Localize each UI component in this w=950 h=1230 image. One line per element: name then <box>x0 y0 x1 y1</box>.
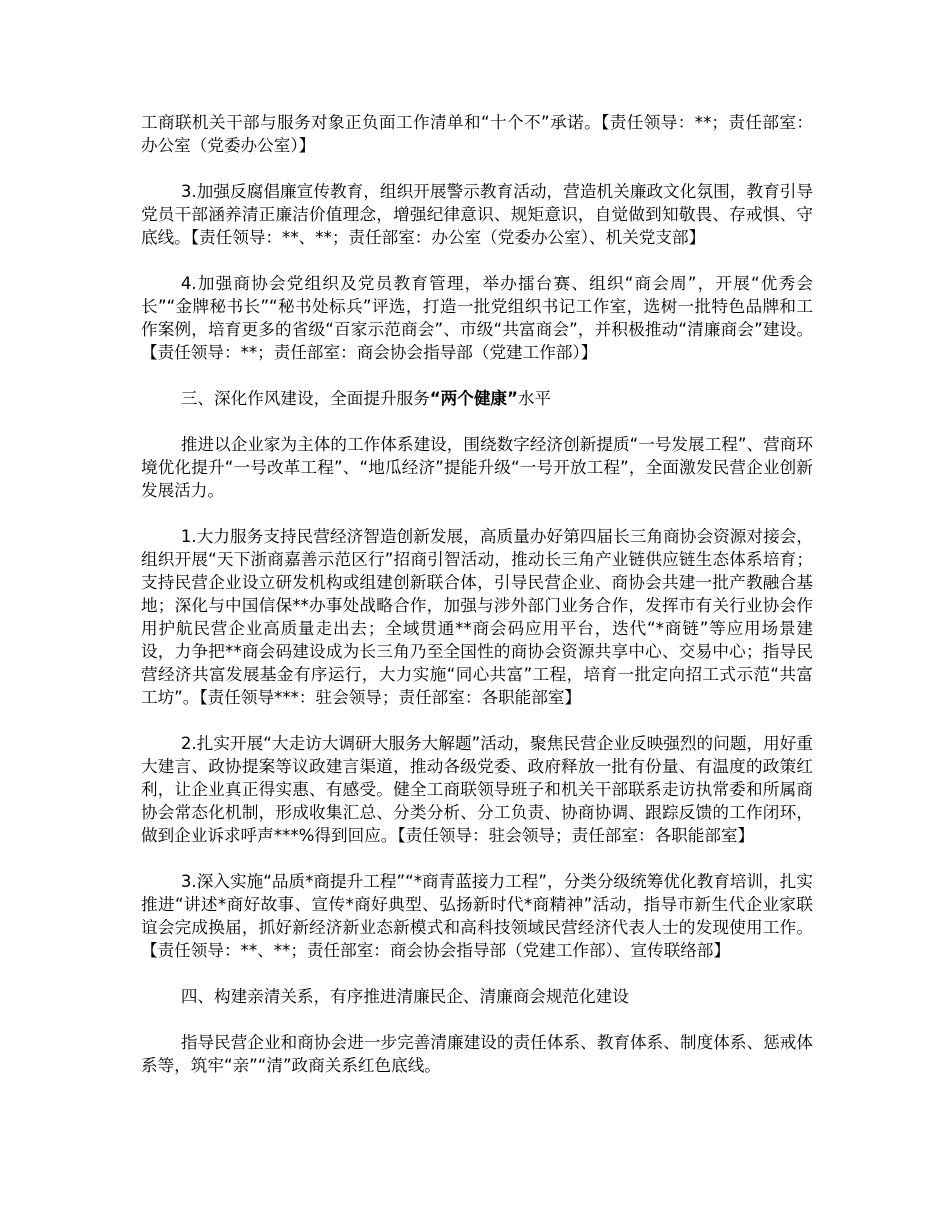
document-page <box>141 111 813 1100</box>
section-4-intro-paragraph: 指导民营企业和商协会进一步完善清廉建设的责任体系、教育体系、制度体系、惩戒体系等，筑牢“亲”“清”政商关系红色底线。 <box>141 1033 813 1075</box>
continuation-paragraph: 工商联机关干部与服务对象正负面工作清单和“十个不”承诺。【责任领导：**；责任部室：办公室（党委办公室）】 <box>141 113 813 155</box>
item-3-anticorruption-paragraph: 3.加强反腐倡廉宣传教育，组织开展警示教育活动，营造机关廉政文化氛围，教育引导党员干部涵养清正廉洁价值理念，增强纪律意识、规矩意识，自觉做到知敬畏、存戒惧、守底线。【责任领导：**、**；责任部室：办公室（党委办公室）、机关党支部】 <box>141 182 813 247</box>
section-4-heading: 四、构建亲清关系，有序推进清廉民企、清廉商会规范化建设 <box>180 987 629 1006</box>
section-3-intro-paragraph: 推进以企业家为主体的工作体系建设，围绕数字经济创新提质“一号发展工程”、营商环境优化提升“一号改革工程”、“地瓜经济”提能升级“一号开放工程”，全面激发民营企业创新发展活力。 <box>141 435 813 500</box>
item-4-chamber-party-paragraph: 4.加强商协会党组织及党员教育管理，举办擂台赛、组织“商会周”，开展“优秀会长”“金牌秘书长”“秘书处标兵”评选，打造一批党组织书记工作室，选树一批特色品牌和工作案例，培育更多的省级“百家示范商会”、市级“共富商会”，并积极推动“清廉商会”建设。【责任领导：**；责任部室：商会协会指导部（党建工作部）】 <box>141 274 813 362</box>
section-3-heading-prefix: 三、深化作风建设，全面提升服务 <box>180 389 430 408</box>
section-3-item-3-paragraph: 3.深入实施“品质*商提升工程”“*商青蓝接力工程”，分类分级统筹优化教育培训，扎实推进“讲述*商好故事、宣传*商好典型、弘扬新时代*商精神”活动，指导市新生代企业家联谊会完成换届，抓好新经济新业态新模式和高科技领域民营经济代表人士的发现使用工作。【责任领导：**、**；责任部室：商会协会指导部（党建工作部）、宣传联络部】 <box>141 872 813 960</box>
section-3-item-1-paragraph: 1.大力服务支持民营经济智造创新发展，高质量办好第四届长三角商协会资源对接会，组织开展“天下浙商嘉善示范区行”招商引智活动，推动长三角产业链供应链生态体系培育；支持民营企业设立研发机构或组建创新联合体，引导民营企业、商协会共建一批产教融合基地；深化与中国信保**办事处战略合作，加强与涉外部门业务合作，发挥市有关行业协会作用护航民营企业高质量走出去；全域贯通**商会码应用平台，迭代“*商链”等应用场景建设，力争把**商会码建设成为长三角乃至全国性的商协会资源共享中心、交易中心；指导民营经济共富发展基金有序运行，大力实施“同心共富”工程，培育一批定向招工式示范“共富工坊”。【责任领导***：驻会领导；责任部室：各职能部室】 <box>141 527 813 707</box>
section-3-heading-emphasis: “两个健康” <box>429 389 518 408</box>
section-3-item-2-paragraph: 2.扎实开展“大走访大调研大服务大解题”活动，聚焦民营企业反映强烈的问题，用好重大建言、政协提案等议政建言渠道，推动各级党委、政府释放一批有份量、有温度的政策红利，让企业真正得实惠、有感受。健全工商联领导班子和机关干部联系走访执常委和所属商协会常态化机制，形成收集汇总、分类分析、分工负责、协商协调、跟踪反馈的工作闭环，做到企业诉求呼声***%得到回应。【责任领导：驻会领导；责任部室：各职能部室】 <box>141 734 813 845</box>
section-3-heading-suffix: 水平 <box>517 389 552 408</box>
section-3-heading <box>141 387 813 410</box>
